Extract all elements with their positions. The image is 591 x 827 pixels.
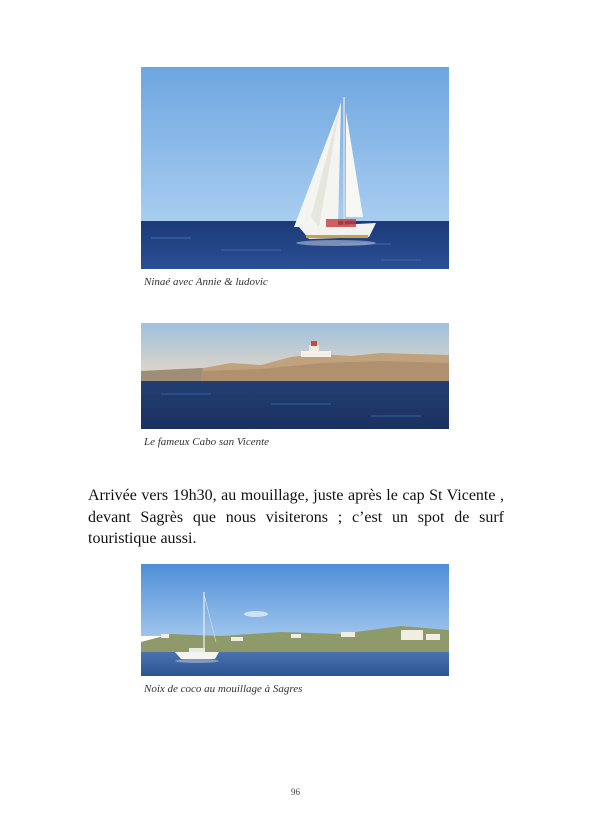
photo-caption: Noix de coco au mouillage à Sagres bbox=[144, 683, 303, 695]
anchorage-coastline-image bbox=[141, 564, 449, 676]
body-paragraph: Arrivée vers 19h30, au mouillage, juste après le cap St Vicente , devant Sagrès que nous visiterons ; c’est un spot de surf touristique aussi. bbox=[88, 487, 504, 547]
photo-caption: Le fameux Cabo san Vicente bbox=[144, 436, 270, 448]
sailboat-photo bbox=[141, 67, 449, 269]
page-number: 96 bbox=[291, 787, 300, 797]
sailboat-at-sea-image bbox=[141, 67, 449, 269]
anchorage-photo bbox=[141, 564, 449, 676]
cape-photo bbox=[141, 323, 449, 429]
photo-caption: Ninaé avec Annie & ludovic bbox=[144, 276, 268, 288]
cape-lighthouse-image bbox=[141, 323, 449, 429]
